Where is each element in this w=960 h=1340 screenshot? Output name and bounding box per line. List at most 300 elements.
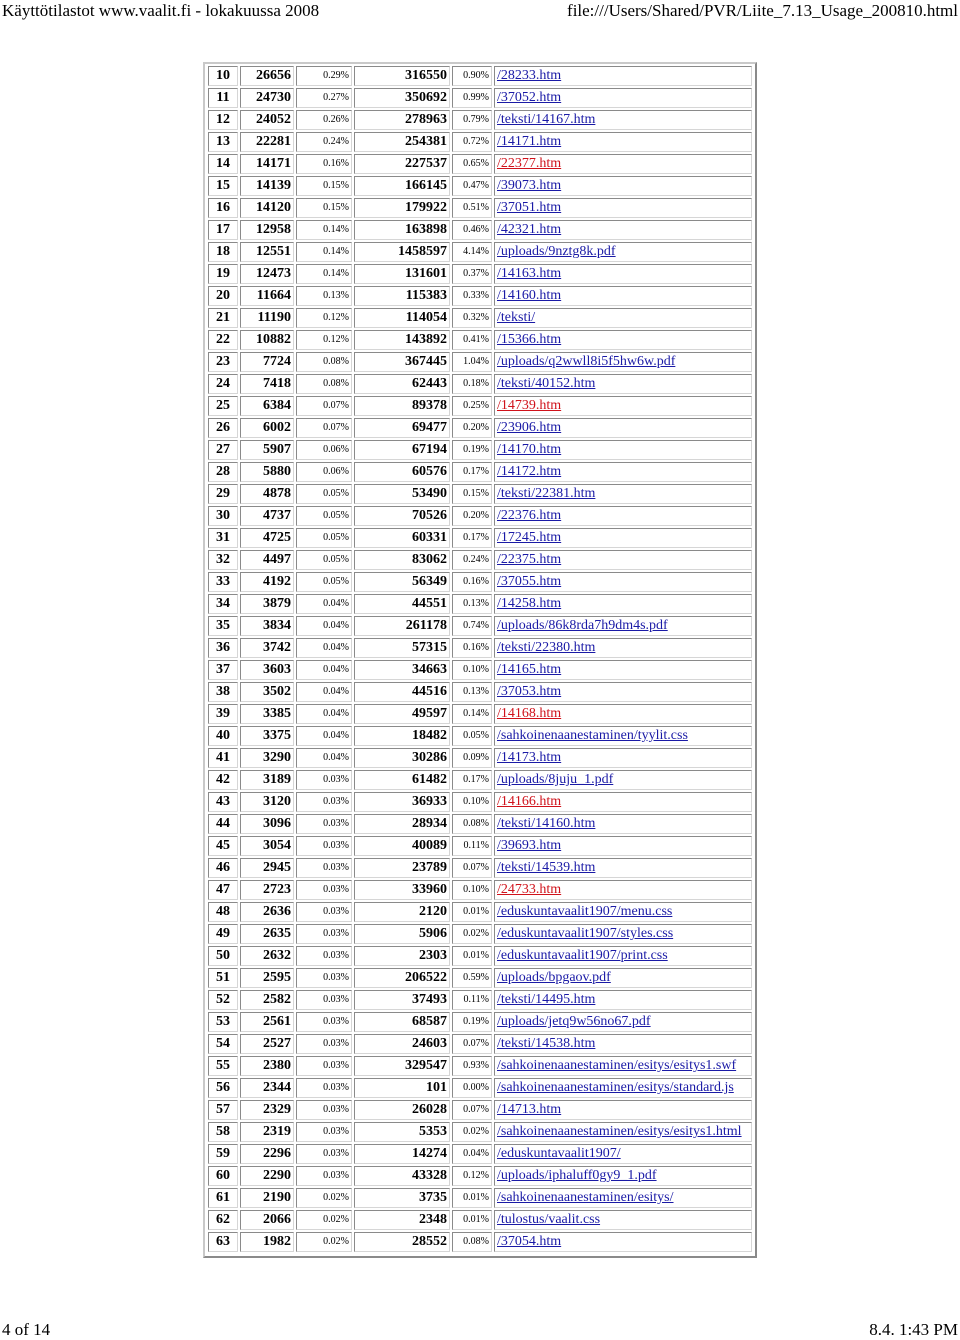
hits-percent-cell: 0.12% xyxy=(296,330,352,350)
bytes-cell: 60331 xyxy=(354,528,450,548)
rank-cell: 13 xyxy=(208,132,238,152)
table-row xyxy=(208,594,752,614)
table-row xyxy=(208,1078,752,1098)
hits-percent-cell: 0.03% xyxy=(296,814,352,834)
rank-cell: 25 xyxy=(208,396,238,416)
hits-percent-cell: 0.02% xyxy=(296,1232,352,1252)
url-link[interactable]: /teksti/ xyxy=(497,310,536,325)
bytes-cell: 131601 xyxy=(354,264,450,284)
url-link[interactable]: /14258.htm xyxy=(497,596,562,611)
bytes-percent-cell: 0.13% xyxy=(452,594,492,614)
url-cell xyxy=(494,902,752,922)
hits-percent-cell: 0.13% xyxy=(296,286,352,306)
rank-cell: 44 xyxy=(208,814,238,834)
hits-cell: 2290 xyxy=(240,1166,294,1186)
hits-cell: 11664 xyxy=(240,286,294,306)
url-cell xyxy=(494,462,752,482)
hits-percent-cell: 0.03% xyxy=(296,946,352,966)
table-row xyxy=(208,1056,752,1076)
rank-cell: 31 xyxy=(208,528,238,548)
url-link[interactable]: /tulostus/vaalit.css xyxy=(497,1212,601,1227)
hits-cell: 24730 xyxy=(240,88,294,108)
url-cell xyxy=(494,550,752,570)
url-link[interactable]: /14160.htm xyxy=(497,288,562,303)
rank-cell: 38 xyxy=(208,682,238,702)
url-link[interactable]: /uploads/8juju_1.pdf xyxy=(497,772,614,787)
url-link[interactable]: /15366.htm xyxy=(497,332,562,347)
bytes-cell: 26028 xyxy=(354,1100,450,1120)
hits-cell: 12551 xyxy=(240,242,294,262)
url-cell xyxy=(494,1012,752,1032)
bytes-cell: 28934 xyxy=(354,814,450,834)
url-link[interactable]: /24733.htm xyxy=(497,882,562,897)
hits-percent-cell: 0.16% xyxy=(296,154,352,174)
url-cell xyxy=(494,1188,752,1208)
rank-cell: 63 xyxy=(208,1232,238,1252)
url-cell xyxy=(494,814,752,834)
url-link[interactable]: /teksti/14160.htm xyxy=(497,816,596,831)
hits-cell: 3879 xyxy=(240,594,294,614)
bytes-percent-cell: 0.17% xyxy=(452,462,492,482)
url-link[interactable]: /17245.htm xyxy=(497,530,562,545)
hits-percent-cell: 0.03% xyxy=(296,1012,352,1032)
url-link[interactable]: /uploads/q2wwll8i5f5hw6w.pdf xyxy=(497,354,676,369)
rank-cell: 15 xyxy=(208,176,238,196)
hits-cell: 3054 xyxy=(240,836,294,856)
rank-cell: 47 xyxy=(208,880,238,900)
hits-cell: 1982 xyxy=(240,1232,294,1252)
bytes-percent-cell: 0.41% xyxy=(452,330,492,350)
hits-cell: 6384 xyxy=(240,396,294,416)
hits-percent-cell: 0.03% xyxy=(296,1122,352,1142)
url-cell xyxy=(494,1166,752,1186)
hits-cell: 3096 xyxy=(240,814,294,834)
bytes-percent-cell: 0.07% xyxy=(452,1034,492,1054)
rank-cell: 32 xyxy=(208,550,238,570)
hits-percent-cell: 0.08% xyxy=(296,374,352,394)
table-row xyxy=(208,132,752,152)
hits-cell: 7724 xyxy=(240,352,294,372)
table-row xyxy=(208,550,752,570)
url-link[interactable]: /22375.htm xyxy=(497,552,562,567)
url-cell xyxy=(494,924,752,944)
hits-cell: 2723 xyxy=(240,880,294,900)
rank-cell: 56 xyxy=(208,1078,238,1098)
url-link[interactable]: /eduskuntavaalit1907/print.css xyxy=(497,948,668,963)
table-row xyxy=(208,1188,752,1208)
url-link[interactable]: /23906.htm xyxy=(497,420,562,435)
rank-cell: 51 xyxy=(208,968,238,988)
hits-percent-cell: 0.05% xyxy=(296,550,352,570)
rank-cell: 53 xyxy=(208,1012,238,1032)
bytes-percent-cell: 0.01% xyxy=(452,1210,492,1230)
bytes-cell: 143892 xyxy=(354,330,450,350)
table-row xyxy=(208,1232,752,1252)
table-row xyxy=(208,1012,752,1032)
bytes-cell: 37493 xyxy=(354,990,450,1010)
url-link[interactable]: /14168.htm xyxy=(497,706,562,721)
hits-percent-cell: 0.26% xyxy=(296,110,352,130)
table-row xyxy=(208,1034,752,1054)
url-link[interactable]: /teksti/14539.htm xyxy=(497,860,596,875)
url-cell xyxy=(494,110,752,130)
url-link[interactable]: /teksti/22380.htm xyxy=(497,640,596,655)
bytes-cell: 28552 xyxy=(354,1232,450,1252)
url-link[interactable]: /teksti/14495.htm xyxy=(497,992,596,1007)
url-link[interactable]: /14173.htm xyxy=(497,750,562,765)
url-link[interactable]: /37051.htm xyxy=(497,200,562,215)
hits-percent-cell: 0.27% xyxy=(296,88,352,108)
hits-percent-cell: 0.03% xyxy=(296,1078,352,1098)
bytes-cell: 43328 xyxy=(354,1166,450,1186)
bytes-cell: 70526 xyxy=(354,506,450,526)
hits-cell: 7418 xyxy=(240,374,294,394)
bytes-percent-cell: 0.01% xyxy=(452,1188,492,1208)
rank-cell: 45 xyxy=(208,836,238,856)
hits-cell: 2582 xyxy=(240,990,294,1010)
url-cell xyxy=(494,286,752,306)
hits-cell: 14171 xyxy=(240,154,294,174)
bytes-percent-cell: 0.17% xyxy=(452,770,492,790)
rank-cell: 39 xyxy=(208,704,238,724)
rank-cell: 48 xyxy=(208,902,238,922)
bytes-cell: 14274 xyxy=(354,1144,450,1164)
table-row xyxy=(208,726,752,746)
bytes-percent-cell: 0.74% xyxy=(452,616,492,636)
hits-cell: 2344 xyxy=(240,1078,294,1098)
hits-percent-cell: 0.07% xyxy=(296,396,352,416)
bytes-percent-cell: 0.05% xyxy=(452,726,492,746)
rank-cell: 41 xyxy=(208,748,238,768)
hits-cell: 22281 xyxy=(240,132,294,152)
hits-cell: 2595 xyxy=(240,968,294,988)
bytes-percent-cell: 0.37% xyxy=(452,264,492,284)
bytes-percent-cell: 0.01% xyxy=(452,946,492,966)
hits-percent-cell: 0.02% xyxy=(296,1188,352,1208)
table-row xyxy=(208,286,752,306)
bytes-cell: 57315 xyxy=(354,638,450,658)
bytes-percent-cell: 0.07% xyxy=(452,858,492,878)
url-cell xyxy=(494,1144,752,1164)
bytes-cell: 44516 xyxy=(354,682,450,702)
hits-percent-cell: 0.03% xyxy=(296,1056,352,1076)
hits-percent-cell: 0.08% xyxy=(296,352,352,372)
table-row xyxy=(208,1210,752,1230)
url-link[interactable]: /eduskuntavaalit1907/menu.css xyxy=(497,904,673,919)
bytes-cell: 69477 xyxy=(354,418,450,438)
hits-cell: 2945 xyxy=(240,858,294,878)
table-row xyxy=(208,660,752,680)
page-counter: 4 of 14 xyxy=(2,1320,51,1339)
url-cell xyxy=(494,638,752,658)
table-row xyxy=(208,110,752,130)
hits-cell: 3502 xyxy=(240,682,294,702)
bytes-percent-cell: 0.25% xyxy=(452,396,492,416)
bytes-percent-cell: 0.20% xyxy=(452,418,492,438)
table-row xyxy=(208,748,752,768)
table-row xyxy=(208,1122,752,1142)
hits-percent-cell: 0.29% xyxy=(296,66,352,86)
url-link[interactable]: /sahkoinenaanestaminen/esitys/ xyxy=(497,1190,674,1205)
table-row xyxy=(208,220,752,240)
rank-cell: 19 xyxy=(208,264,238,284)
url-link[interactable]: /39693.htm xyxy=(497,838,562,853)
url-link[interactable]: /teksti/40152.htm xyxy=(497,376,596,391)
bytes-cell: 115383 xyxy=(354,286,450,306)
url-cell xyxy=(494,1034,752,1054)
hits-percent-cell: 0.04% xyxy=(296,616,352,636)
hits-percent-cell: 0.12% xyxy=(296,308,352,328)
url-cell xyxy=(494,1100,752,1120)
bytes-cell: 60576 xyxy=(354,462,450,482)
url-cell xyxy=(494,418,752,438)
url-cell xyxy=(494,990,752,1010)
rank-cell: 23 xyxy=(208,352,238,372)
bytes-percent-cell: 0.59% xyxy=(452,968,492,988)
table-row xyxy=(208,418,752,438)
hits-percent-cell: 0.03% xyxy=(296,1166,352,1186)
hits-cell: 2380 xyxy=(240,1056,294,1076)
rank-cell: 61 xyxy=(208,1188,238,1208)
url-link[interactable]: /14713.htm xyxy=(497,1102,562,1117)
url-link[interactable]: /14172.htm xyxy=(497,464,562,479)
hits-percent-cell: 0.04% xyxy=(296,594,352,614)
url-cell xyxy=(494,374,752,394)
url-link[interactable]: /uploads/9nztg8k.pdf xyxy=(497,244,616,259)
url-cell xyxy=(494,396,752,416)
bytes-percent-cell: 0.16% xyxy=(452,638,492,658)
hits-percent-cell: 0.03% xyxy=(296,902,352,922)
rank-cell: 18 xyxy=(208,242,238,262)
hits-cell: 2329 xyxy=(240,1100,294,1120)
url-link[interactable]: /28233.htm xyxy=(497,68,562,83)
hits-cell: 6002 xyxy=(240,418,294,438)
bytes-cell: 2303 xyxy=(354,946,450,966)
bytes-percent-cell: 0.19% xyxy=(452,440,492,460)
rank-cell: 28 xyxy=(208,462,238,482)
url-link[interactable]: /42321.htm xyxy=(497,222,562,237)
table-row xyxy=(208,858,752,878)
hits-percent-cell: 0.24% xyxy=(296,132,352,152)
bytes-percent-cell: 0.72% xyxy=(452,132,492,152)
url-link[interactable]: /14739.htm xyxy=(497,398,562,413)
url-cell xyxy=(494,1056,752,1076)
bytes-percent-cell: 0.11% xyxy=(452,990,492,1010)
bytes-cell: 67194 xyxy=(354,440,450,460)
url-link[interactable]: /sahkoinenaanestaminen/esitys/esitys1.swf xyxy=(497,1058,737,1073)
bytes-cell: 18482 xyxy=(354,726,450,746)
rank-cell: 21 xyxy=(208,308,238,328)
url-link[interactable]: /14166.htm xyxy=(497,794,562,809)
url-link[interactable]: /uploads/iphaluff0gy9_1.pdf xyxy=(497,1168,657,1183)
bytes-cell: 40089 xyxy=(354,836,450,856)
hits-cell: 4878 xyxy=(240,484,294,504)
url-cell xyxy=(494,616,752,636)
rank-cell: 17 xyxy=(208,220,238,240)
url-link[interactable]: /uploads/86k8rda7h9dm4s.pdf xyxy=(497,618,668,633)
table-row xyxy=(208,506,752,526)
rank-cell: 33 xyxy=(208,572,238,592)
table-row xyxy=(208,484,752,504)
url-cell xyxy=(494,242,752,262)
url-cell xyxy=(494,154,752,174)
url-link[interactable]: /teksti/22381.htm xyxy=(497,486,596,501)
url-cell xyxy=(494,748,752,768)
hits-percent-cell: 0.03% xyxy=(296,968,352,988)
bytes-percent-cell: 0.24% xyxy=(452,550,492,570)
table-row xyxy=(208,528,752,548)
url-cell xyxy=(494,880,752,900)
url-link[interactable]: /37053.htm xyxy=(497,684,562,699)
rank-cell: 10 xyxy=(208,66,238,86)
bytes-percent-cell: 0.16% xyxy=(452,572,492,592)
url-link[interactable]: /14165.htm xyxy=(497,662,562,677)
url-link[interactable]: /uploads/bpgaov.pdf xyxy=(497,970,611,985)
hits-percent-cell: 0.04% xyxy=(296,660,352,680)
url-link[interactable]: /37054.htm xyxy=(497,1234,562,1249)
bytes-percent-cell: 0.01% xyxy=(452,902,492,922)
bytes-percent-cell: 0.14% xyxy=(452,704,492,724)
hits-cell: 2319 xyxy=(240,1122,294,1142)
url-cell xyxy=(494,836,752,856)
bytes-cell: 61482 xyxy=(354,770,450,790)
hits-cell: 3189 xyxy=(240,770,294,790)
rank-cell: 55 xyxy=(208,1056,238,1076)
hits-cell: 11190 xyxy=(240,308,294,328)
rank-cell: 49 xyxy=(208,924,238,944)
rank-cell: 34 xyxy=(208,594,238,614)
url-stats-body xyxy=(208,66,752,1252)
hits-cell: 3742 xyxy=(240,638,294,658)
url-link[interactable]: /eduskuntavaalit1907/styles.css xyxy=(497,926,674,941)
url-cell xyxy=(494,66,752,86)
rank-cell: 40 xyxy=(208,726,238,746)
bytes-percent-cell: 0.00% xyxy=(452,1078,492,1098)
bytes-percent-cell: 0.10% xyxy=(452,792,492,812)
hits-percent-cell: 0.03% xyxy=(296,836,352,856)
url-link[interactable]: /sahkoinenaanestaminen/esitys/standard.js xyxy=(497,1080,734,1095)
table-row xyxy=(208,330,752,350)
table-row xyxy=(208,880,752,900)
url-cell xyxy=(494,858,752,878)
url-link[interactable]: /uploads/jetq9w56no67.pdf xyxy=(497,1014,651,1029)
url-cell xyxy=(494,506,752,526)
page-header-title: Käyttötilastot www.vaalit.fi - lokakuussa 2008 xyxy=(2,1,320,20)
bytes-percent-cell: 0.33% xyxy=(452,286,492,306)
bytes-cell: 89378 xyxy=(354,396,450,416)
table-row xyxy=(208,770,752,790)
bytes-percent-cell: 1.04% xyxy=(452,352,492,372)
url-link[interactable]: /22377.htm xyxy=(497,156,562,171)
hits-percent-cell: 0.04% xyxy=(296,748,352,768)
url-link[interactable]: /sahkoinenaanestaminen/esitys/esitys1.html xyxy=(497,1124,742,1139)
url-stats-table xyxy=(206,64,754,1254)
bytes-cell: 53490 xyxy=(354,484,450,504)
hits-cell: 14120 xyxy=(240,198,294,218)
url-cell xyxy=(494,220,752,240)
bytes-cell: 254381 xyxy=(354,132,450,152)
rank-cell: 52 xyxy=(208,990,238,1010)
bytes-cell: 163898 xyxy=(354,220,450,240)
page-header-path: file:///Users/Shared/PVR/Liite_7.13_Usage_200810.html xyxy=(567,1,958,20)
bytes-cell: 33960 xyxy=(354,880,450,900)
hits-cell: 3375 xyxy=(240,726,294,746)
bytes-percent-cell: 0.93% xyxy=(452,1056,492,1076)
hits-cell: 2066 xyxy=(240,1210,294,1230)
url-cell xyxy=(494,594,752,614)
bytes-cell: 2348 xyxy=(354,1210,450,1230)
rank-cell: 36 xyxy=(208,638,238,658)
hits-percent-cell: 0.14% xyxy=(296,220,352,240)
url-link[interactable]: /37052.htm xyxy=(497,90,562,105)
hits-percent-cell: 0.03% xyxy=(296,770,352,790)
bytes-percent-cell: 0.10% xyxy=(452,660,492,680)
table-row xyxy=(208,88,752,108)
hits-cell: 12958 xyxy=(240,220,294,240)
url-link[interactable]: /sahkoinenaanestaminen/tyylit.css xyxy=(497,728,688,743)
url-link[interactable]: /teksti/14167.htm xyxy=(497,112,596,127)
url-cell xyxy=(494,264,752,284)
bytes-cell: 179922 xyxy=(354,198,450,218)
hits-percent-cell: 0.04% xyxy=(296,726,352,746)
url-cell xyxy=(494,572,752,592)
url-cell xyxy=(494,770,752,790)
bytes-percent-cell: 0.11% xyxy=(452,836,492,856)
hits-percent-cell: 0.03% xyxy=(296,1034,352,1054)
hits-cell: 3120 xyxy=(240,792,294,812)
hits-cell: 4497 xyxy=(240,550,294,570)
url-cell xyxy=(494,1210,752,1230)
url-link[interactable]: /37055.htm xyxy=(497,574,562,589)
url-link[interactable]: /39073.htm xyxy=(497,178,562,193)
bytes-cell: 56349 xyxy=(354,572,450,592)
table-row xyxy=(208,264,752,284)
bytes-percent-cell: 0.10% xyxy=(452,880,492,900)
url-link[interactable]: /14163.htm xyxy=(497,266,562,281)
bytes-percent-cell: 0.32% xyxy=(452,308,492,328)
bytes-cell: 68587 xyxy=(354,1012,450,1032)
table-row xyxy=(208,374,752,394)
url-cell xyxy=(494,132,752,152)
bytes-cell: 329547 xyxy=(354,1056,450,1076)
hits-percent-cell: 0.14% xyxy=(296,242,352,262)
url-cell xyxy=(494,726,752,746)
bytes-cell: 166145 xyxy=(354,176,450,196)
url-cell xyxy=(494,484,752,504)
url-cell xyxy=(494,1232,752,1252)
rank-cell: 43 xyxy=(208,792,238,812)
rank-cell: 54 xyxy=(208,1034,238,1054)
hits-percent-cell: 0.03% xyxy=(296,880,352,900)
rank-cell: 35 xyxy=(208,616,238,636)
url-link[interactable]: /14170.htm xyxy=(497,442,562,457)
bytes-percent-cell: 0.04% xyxy=(452,1144,492,1164)
url-cell xyxy=(494,352,752,372)
url-link[interactable]: /teksti/14538.htm xyxy=(497,1036,596,1051)
table-row xyxy=(208,308,752,328)
rank-cell: 12 xyxy=(208,110,238,130)
hits-percent-cell: 0.06% xyxy=(296,462,352,482)
table-row xyxy=(208,968,752,988)
url-link[interactable]: /22376.htm xyxy=(497,508,562,523)
url-link[interactable]: /14171.htm xyxy=(497,134,562,149)
hits-cell: 26656 xyxy=(240,66,294,86)
rank-cell: 58 xyxy=(208,1122,238,1142)
table-row xyxy=(208,462,752,482)
url-link[interactable]: /eduskuntavaalit1907/ xyxy=(497,1146,621,1161)
bytes-percent-cell: 0.02% xyxy=(452,1122,492,1142)
bytes-percent-cell: 0.12% xyxy=(452,1166,492,1186)
